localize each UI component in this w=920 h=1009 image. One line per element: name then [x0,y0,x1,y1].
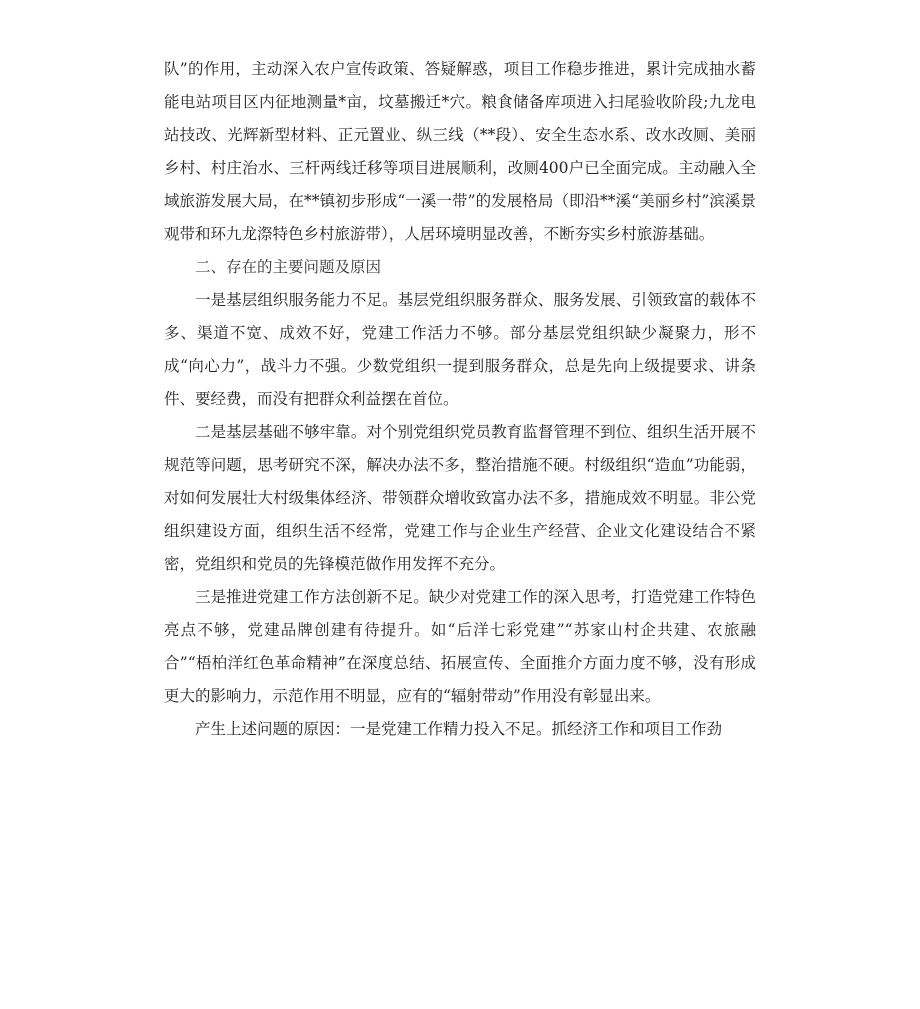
paragraph-problem-one: 一是基层组织服务能力不足。基层党组织服务群众、服务发展、引领致富的载体不多、渠道不宽、成效不好，党建工作活力不够。部分基层党组织缺少凝聚力，形不成“向心力”，战斗力不强。少数党组织一提到服务群众，总是先向上级提要求、讲条件、要经费，而没有把群众利益摆在首位。 [164,291,756,408]
document-body [164,53,756,746]
paragraph-problem-three: 三是推进党建工作方法创新不足。缺少对党建工作的深入思考，打造党建工作特色亮点不够，党建品牌创建有待提升。如“后洋七彩党建”“苏家山村企共建、农旅融合”“梧柏洋红色革命精神”在深度总结、拓展宣传、全面推介方面力度不够，没有形成更大的影响力，示范作用不明显，应有的“辐射带动”作用没有彰显出来。 [164,588,756,705]
paragraph-problem-two: 二是基层基础不够牢靠。对个别党组织党员教育监督管理不到位、组织生活开展不规范等问题，思考研究不深，解决办法不多，整治措施不硬。村级组织“造血”功能弱，对如何发展壮大村级集体经济、带领群众增收致富办法不多，措施成效不明显。非公党组织建设方面，组织生活不经常，党建工作与企业生产经营、企业文化建设结合不紧密，党组织和党员的先锋模范做作用发挥不充分。 [164,423,756,573]
section-heading-problems: 二、存在的主要问题及原因 [195,258,382,276]
paragraph-causes: 产生上述问题的原因：一是党建工作精力投入不足。抓经济工作和项目工作劲 [195,720,723,738]
paragraph-project-progress: 队”的作用，主动深入农户宣传政策、答疑解惑，项目工作稳步推进，累计完成抽水蓄能电站项目区内征地测量*亩，坟墓搬迁*穴。粮食储备库项进入扫尾验收阶段;九龙电站技改、光辉新型材料、正元置业、纵三线（**段）、安全生态水系、改水改厕、美丽乡村、村庄治水、三杆两线迁移等项目进展顺利，改厕400户已全面完成。主动融入全域旅游发展大局，在**镇初步形成“一溪一带”的发展格局（即沿**溪“美丽乡村”滨溪景观带和环九龙漈特色乡村旅游带），人居环境明显改善，不断夯实乡村旅游基础。 [164,60,756,243]
